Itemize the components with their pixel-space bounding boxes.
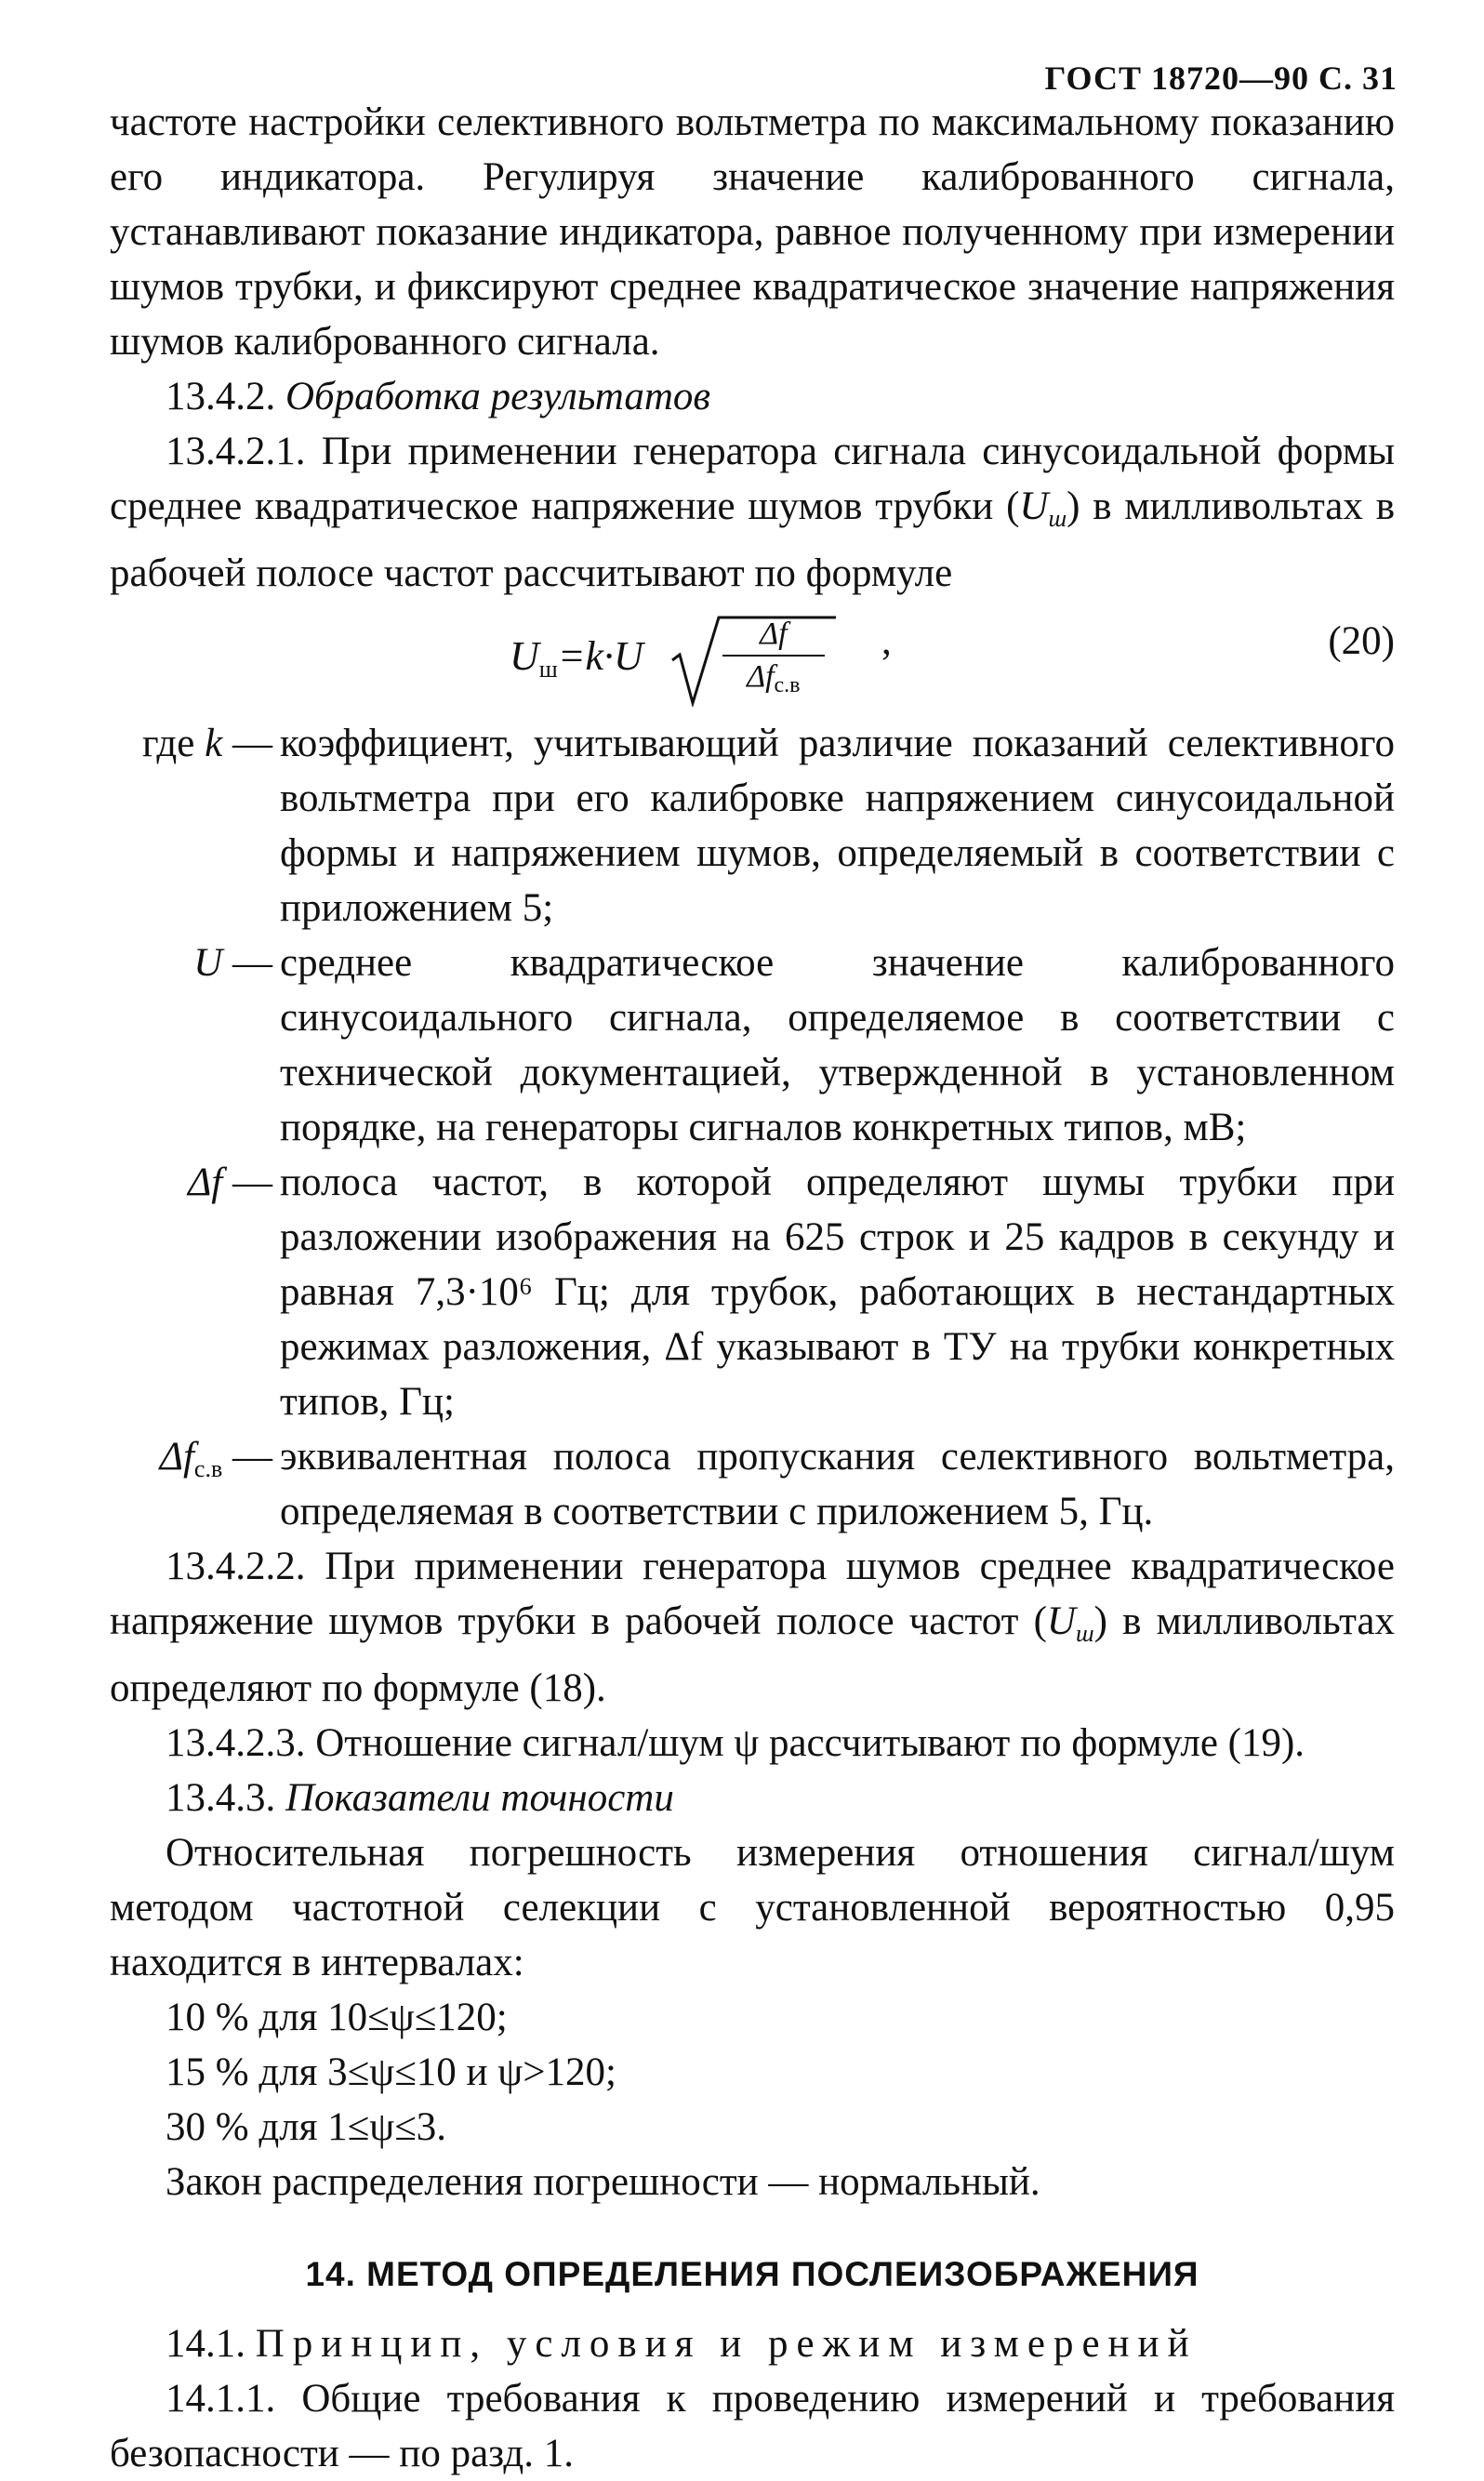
- term-symbol: Δf: [159, 1435, 194, 1479]
- formula-rhs: =k·U: [557, 633, 643, 680]
- page-header: [1045, 58, 1398, 99]
- definition-item: [110, 716, 1395, 935]
- definition-item: [110, 1429, 1395, 1539]
- symbol-u: U: [1019, 484, 1049, 528]
- paragraph-text: 13.4.2.1. При применении генератора сигнала синусоидальной формы среднее квадратическое напряжение шумов трубки (: [110, 430, 1395, 528]
- formula-expression: [510, 614, 843, 707]
- paragraph-tail: ) в милливольтах в рабочей полосе частот рассчитывают по формуле: [110, 484, 1395, 595]
- paragraph-accuracy: Относительная погрешность измерения отношения сигнал/шум методом частотной селекции с установленной вероятностью 0,95 находится в интервалах:: [110, 1831, 1395, 1984]
- subsection-title: Обработка результатов: [285, 375, 711, 418]
- fraction-numerator: Δf: [722, 616, 825, 657]
- body-text: [110, 95, 1395, 2481]
- denominator-subscript: с.в: [774, 673, 801, 697]
- definition-text: полоса частот, в которой определяют шумы трубки при разложении изображения на 625 строк и 25 кадров в секунду и равная 7,3·10⁶ Гц; для трубок, работающих в нестандартных режимах разложения, Δf указывают в ТУ на трубки конкретных типов, Гц;: [280, 1161, 1395, 1424]
- term-dash: —: [222, 1435, 272, 1479]
- subsection-number: 14.1.: [166, 2322, 245, 2366]
- term-symbol: U: [193, 941, 223, 985]
- definitions-list: [110, 716, 1395, 1539]
- interval-item: 10 % для 10≤ψ≤120;: [166, 1996, 508, 2039]
- symbol-subscript: ш: [1048, 505, 1067, 532]
- term-dash: —: [222, 722, 272, 765]
- interval-item: 30 % для 1≤ψ≤3.: [166, 2105, 447, 2149]
- subsection-title: Показатели точности: [285, 1776, 674, 1820]
- definition-term: [110, 716, 280, 935]
- subsection-13-4-2: [110, 369, 1395, 424]
- symbol-u: U: [1046, 1599, 1076, 1643]
- definition-term: [110, 1155, 280, 1429]
- term-symbol: k: [205, 722, 223, 765]
- paragraph-13-4-2-3: 13.4.2.3. Отношение сигнал/шум ψ рассчитывают по формуле (19).: [166, 1721, 1305, 1765]
- definition-prefix: где: [141, 722, 205, 765]
- denominator-symbol: Δf: [747, 659, 775, 694]
- definition-term: [110, 935, 280, 1155]
- subsection-number: 13.4.3.: [166, 1776, 276, 1820]
- fraction-denominator: [722, 657, 825, 704]
- term-dash: —: [222, 1161, 272, 1204]
- paragraph-text: 13.4.2.2. При применении генератора шумов среднее квадратическое напряжение шумов трубки в рабочей полосе частот (: [110, 1545, 1395, 1643]
- definition-text: коэффициент, учитывающий различие показаний селективного вольтметра при его калибровке напряжением синусоидальной формы и напряжением шумов, определяемый в соответствии с приложением 5;: [280, 722, 1395, 930]
- paragraph-tail: ) в милливольтах определяют по формуле (18).: [110, 1599, 1395, 1710]
- definition-item: [110, 1155, 1395, 1429]
- definition-text: эквивалентная полоса пропускания селективного вольтметра, определяемая в соответствии с приложением 5, Гц.: [280, 1435, 1395, 1533]
- page-number: С. 31: [1318, 60, 1398, 97]
- definition-text: среднее квадратическое значение калиброванного синусоидального сигнала, определяемое в соответствии с технической документацией, утвержденной в установленном порядке, на генераторы сигналов конкретных типов, мВ;: [280, 941, 1395, 1149]
- section-14-title: 14. МЕТОД ОПРЕДЕЛЕНИЯ ПОСЛЕИЗОБРАЖЕНИЯ: [305, 2255, 1199, 2293]
- paragraph-13-4-2-1: [110, 424, 1395, 601]
- formula-lhs-subscript: ш: [538, 656, 558, 683]
- formula-20: [110, 603, 1395, 712]
- formula-number: (20): [1328, 619, 1395, 663]
- interval-item: 15 % для 3≤ψ≤10 и ψ>120;: [166, 2050, 616, 2094]
- formula-lhs: U: [510, 633, 539, 680]
- symbol-subscript: ш: [1075, 1620, 1094, 1647]
- term-subscript: с.в: [193, 1455, 223, 1482]
- subsection-title: Принцип, условия и режим измерений: [255, 2322, 1198, 2366]
- term-dash: —: [222, 941, 272, 985]
- paragraph-distribution-law: Закон распределения погрешности — нормальный.: [166, 2160, 1040, 2204]
- paragraph-14-1-1: 14.1.1. Общие требования к проведению измерений и требования безопасности — по разд. 1.: [110, 2377, 1395, 2475]
- definition-item: [110, 935, 1395, 1155]
- paragraph-13-4-2-2: [110, 1539, 1395, 1716]
- subsection-14-1: [110, 2316, 1395, 2371]
- paragraph-continuation: частоте настройки селективного вольтметра по максимальному показанию его индикатора. Регулируя значение калиброванного сигнала, устанавливают показание индикатора, равное полученному при измерении шумов трубки, и фиксируют среднее квадратическое значение напряжения шумов калиброванного сигнала.: [110, 100, 1395, 364]
- fraction: [722, 616, 825, 704]
- subsection-13-4-3: [110, 1771, 1395, 1825]
- subsection-number: 13.4.2.: [166, 375, 276, 418]
- formula-comma: ,: [881, 619, 892, 663]
- standard-number: ГОСТ 18720—90: [1044, 60, 1309, 97]
- square-root: [667, 614, 843, 707]
- definition-term: [110, 1429, 280, 1539]
- term-symbol: Δf: [188, 1161, 223, 1204]
